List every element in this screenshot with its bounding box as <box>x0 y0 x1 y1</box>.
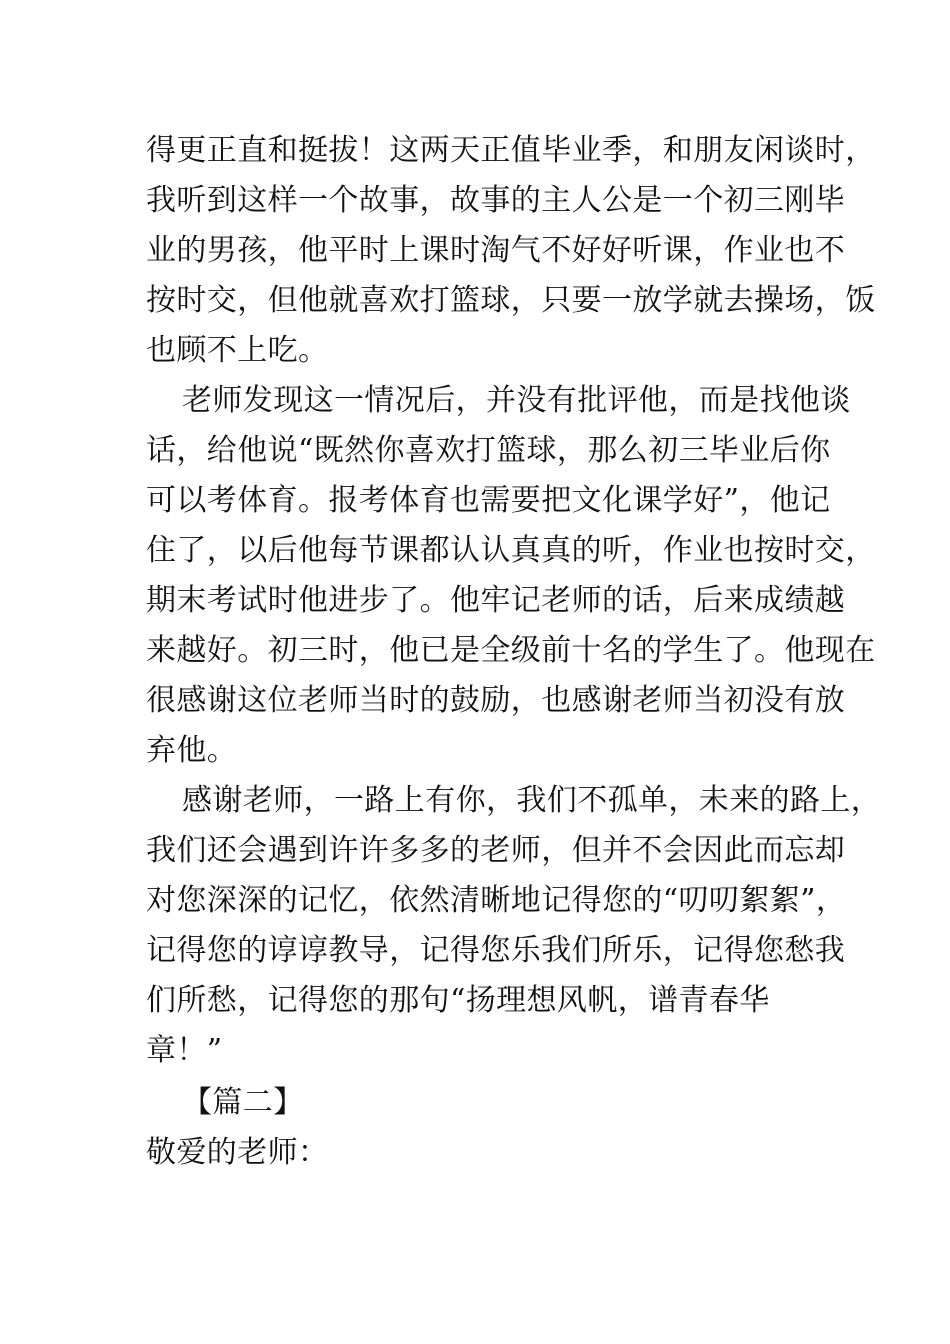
paragraph-3-first-line: 感谢老师，一路上有你，我们不孤单，未来的路上， <box>182 783 882 818</box>
text-line-11: 来越好。初三时，他已是全级前十名的学生了。他现在 <box>146 633 876 668</box>
text-line-8: 可以考体育。报考体育也需要把文化课学好”，他记 <box>146 483 831 518</box>
text-line-16: 对您深深的记忆，依然清晰地记得您的“叨叨絮絮”， <box>146 883 847 918</box>
text-line-9: 住了，以后他每节课都认认真真的听，作业也按时交， <box>146 533 876 568</box>
paragraph-2-first-line: 老师发现这一情况后，并没有批评他，而是找他谈 <box>182 383 851 418</box>
text-line-4: 按时交，但他就喜欢打篮球，只要一放学就去操场，饭 <box>146 283 876 318</box>
text-line-17: 记得您的谆谆教导，记得您乐我们所乐，记得您愁我 <box>146 933 846 968</box>
text-line-2: 我听到这样一个故事，故事的主人公是一个初三刚毕 <box>146 183 846 218</box>
text-line-13: 弃他。 <box>146 733 238 768</box>
text-line-19: 章！” <box>146 1033 223 1068</box>
text-line-10: 期末考试时他进步了。他牢记老师的话，后来成绩越 <box>146 583 846 618</box>
text-line-1: 得更正直和挺拔！这两天正值毕业季，和朋友闲谈时， <box>146 133 876 168</box>
text-line-7: 话，给他说“既然你喜欢打篮球，那么初三毕业后你 <box>146 433 831 468</box>
text-line-5: 也顾不上吃。 <box>146 333 329 368</box>
text-line-18: 们所愁，记得您的那句“扬理想风帆，谱青春华 <box>146 983 770 1018</box>
text-line-3: 业的男孩，他平时上课时淘气不好好听课，作业也不 <box>146 233 846 268</box>
section-heading: 【篇二】 <box>182 1085 304 1120</box>
text-line-12: 很感谢这位老师当时的鼓励，也感谢老师当初没有放 <box>146 683 846 718</box>
text-line-15: 我们还会遇到许许多多的老师，但并不会因此而忘却 <box>146 833 846 868</box>
salutation: 敬爱的老师： <box>146 1135 329 1170</box>
